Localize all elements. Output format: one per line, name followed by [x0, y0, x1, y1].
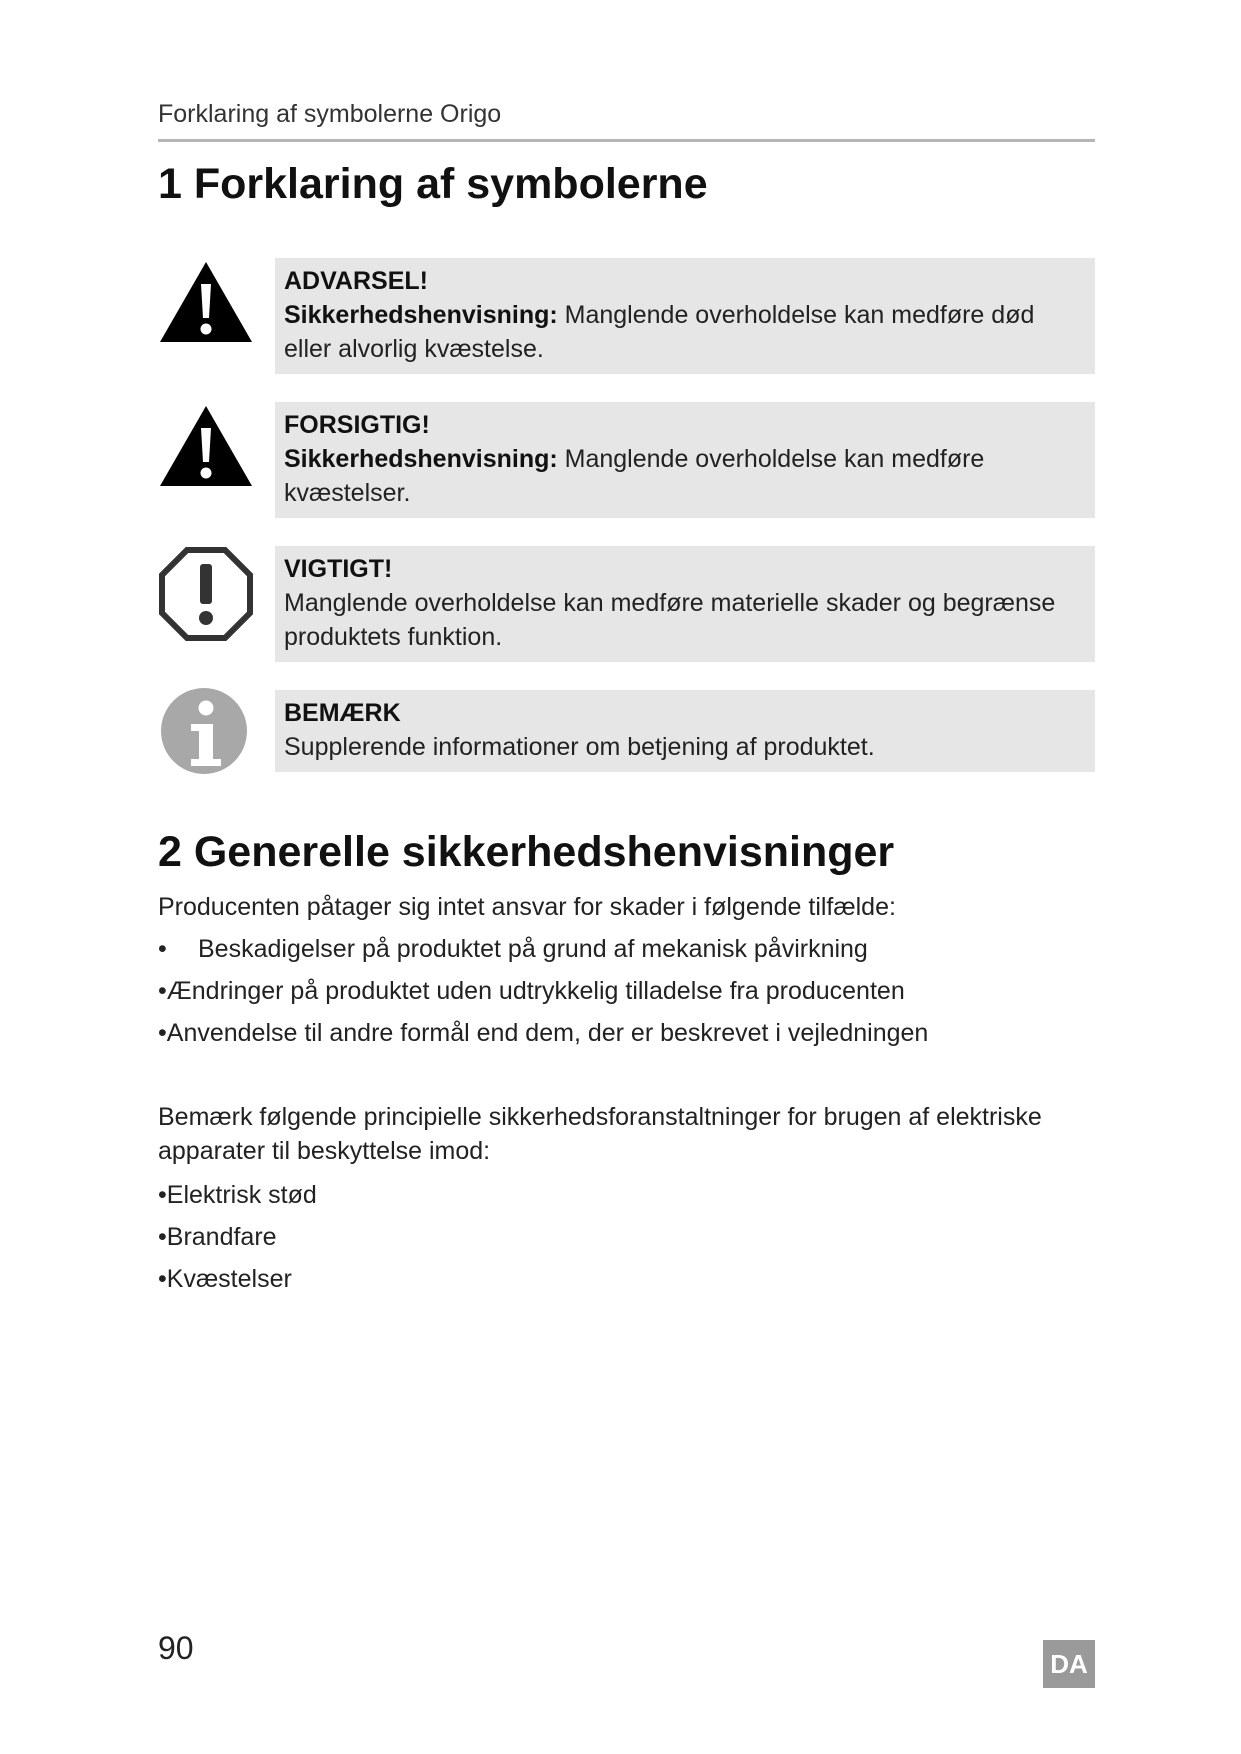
list-item: •Brandfare: [158, 1223, 277, 1251]
list-item-text: Kvæstelser: [166, 1265, 292, 1293]
section-title-symbols: 1 Forklaring af symbolerne: [158, 160, 708, 208]
notice-text: Supplerende informationer om betjening af produktet.: [284, 733, 875, 761]
list-item-text: Beskadigelser på produktet på grund af mekanisk påvirkning: [198, 935, 868, 963]
list-item-text: Elektrisk stød: [166, 1181, 317, 1209]
important-octagon-icon: [158, 546, 254, 642]
list-item-text: Anvendelse til andre formål end dem, der er beskrevet i vejledningen: [166, 1019, 929, 1047]
liability-intro: Producenten påtager sig intet ansvar for skader i følgende tilfælde:: [158, 893, 896, 921]
list-item: •Kvæstelser: [158, 1265, 292, 1293]
page-number: 90: [158, 1630, 194, 1666]
notice-box-caution: [275, 402, 1095, 518]
list-item: •Ændringer på produktet uden udtrykkelig tilladelse fra producenten: [158, 977, 905, 1005]
section-title-safety: 2 Generelle sikkerhedshenvisninger: [158, 828, 895, 876]
list-item: •Anvendelse til andre formål end dem, der er beskrevet i vejledningen: [158, 1019, 929, 1047]
notice-lead: Sikkerhedshenvisning:: [284, 445, 558, 473]
signal-word: FORSIGTIG!: [284, 411, 430, 439]
protection-list: [158, 1178, 317, 1304]
list-item: • Beskadigelser på produktet på grund af mekanisk påvirkning: [158, 935, 868, 963]
signal-word: ADVARSEL!: [284, 267, 428, 295]
language-badge: DA: [1043, 1640, 1095, 1688]
signal-word: BEMÆRK: [284, 699, 401, 727]
notice-box-note: [275, 690, 1095, 772]
liability-list: [158, 932, 928, 1058]
info-circle-icon: [158, 685, 254, 781]
warning-triangle-icon: [158, 258, 254, 354]
notice-lead: Sikkerhedshenvisning:: [284, 301, 558, 329]
list-item: •Elektrisk stød: [158, 1181, 317, 1209]
list-item-text: Brandfare: [166, 1223, 277, 1251]
notice-text: Manglende overholdelse kan medføre kvæstelser.: [284, 445, 985, 507]
header-rule: [158, 139, 1095, 142]
list-item-text: Ændringer på produktet uden udtrykkelig tilladelse fra producenten: [166, 977, 905, 1005]
notice-box-warning: [275, 258, 1095, 374]
caution-triangle-icon: [158, 402, 254, 498]
notice-box-important: [275, 546, 1095, 662]
safety-note: Bemærk følgende principielle sikkerhedsforanstaltninger for brugen af elektriske apparater til beskyttelse imod:: [158, 1103, 1042, 1165]
notice-text: Manglende overholdelse kan medføre materielle skader og begrænse produktets funktion.: [284, 589, 1056, 651]
running-header: Forklaring af symbolerne Origo: [158, 100, 502, 128]
notice-text: Manglende overholdelse kan medføre død eller alvorlig kvæstelse.: [284, 301, 1035, 363]
signal-word: VIGTIGT!: [284, 555, 393, 583]
